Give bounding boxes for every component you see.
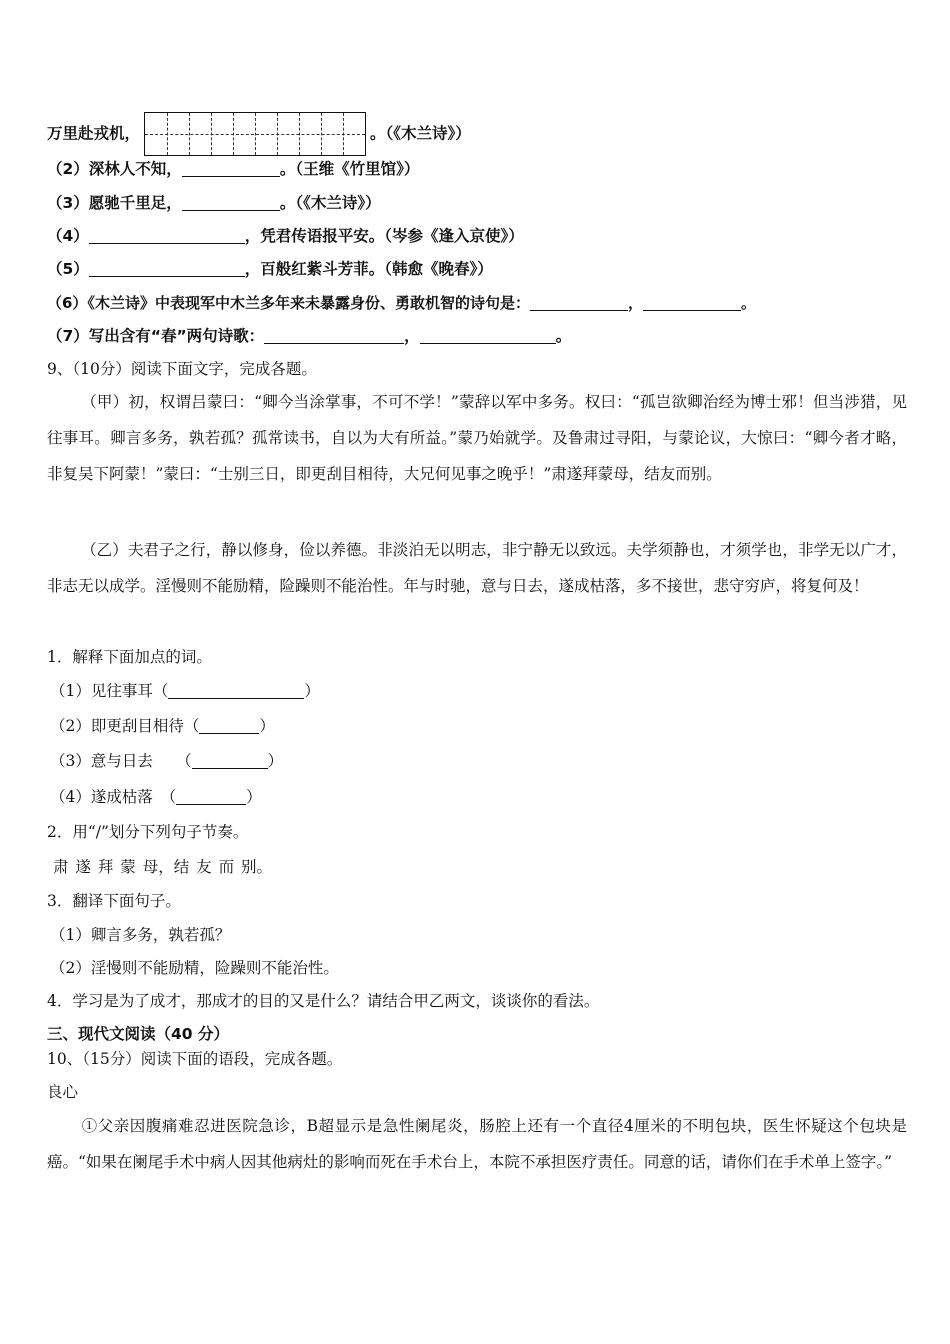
poem-q7 bbox=[47, 325, 571, 347]
q9-sub1-item-2 bbox=[50, 715, 275, 737]
q6-blank-1[interactable] bbox=[530, 294, 628, 311]
q9-sub1-blank-4[interactable] bbox=[176, 788, 246, 805]
q4-suffix: ，凭君传语报平安。（岑参《逢入京使》） bbox=[244, 227, 524, 245]
poem-q3 bbox=[47, 192, 381, 214]
q5-number: （5） bbox=[47, 260, 89, 278]
q10-header: 10、（15分）阅读下面的语段，完成各题。 bbox=[47, 1050, 343, 1068]
passage-paragraph-1 bbox=[47, 1108, 907, 1180]
q4-blank[interactable] bbox=[89, 227, 245, 244]
q6-text: 《木兰诗》中表现军中木兰多年来未暴露身份、勇敢机智的诗句是： bbox=[87, 294, 530, 312]
poem-line-1-suffix: 。（《木兰诗》） bbox=[370, 124, 471, 143]
q5-blank[interactable] bbox=[89, 260, 245, 277]
q2-suffix: 。（王维《竹里馆》） bbox=[279, 160, 420, 178]
q9-jia-text: （甲）初，权谓吕蒙曰：“卿今当涂掌事，不可不学！”蒙辞以军中多务。权曰：“孤岂欲卿治经为博士邪！但当涉猎，见往事耳。卿言多务，孰若孤？孤常读书，自以为大有所益。”蒙乃始就学。及鲁肃过寻阳，与蒙论议，大惊曰：“卿今者才略，非复吴下阿蒙！”蒙曰：“士别三日，即更刮目相待，大兄何见事之晚乎！”肃遂拜蒙母，结友而别。 bbox=[47, 393, 907, 483]
q9-sub1-item-1 bbox=[50, 680, 320, 702]
poem-q6 bbox=[47, 292, 756, 314]
q9-sub3-item-1: （1）卿言多务，孰若孤？ bbox=[50, 926, 231, 944]
item-text: （2）即更刮目相待（ bbox=[50, 717, 200, 735]
q6-blank-2[interactable] bbox=[643, 294, 741, 311]
passage-title: 良心 bbox=[47, 1083, 79, 1101]
poem-q5 bbox=[47, 258, 493, 280]
q9-sub1-blank-2[interactable] bbox=[199, 717, 259, 734]
poem-line-1 bbox=[47, 112, 471, 156]
q2-number: （2） bbox=[47, 160, 89, 178]
q7-number: （7） bbox=[47, 327, 89, 345]
q7-blank-2[interactable] bbox=[420, 327, 556, 344]
q9-sub2: 2．用“/”划分下列句子节奏。 bbox=[47, 823, 249, 841]
q2-blank[interactable] bbox=[182, 160, 280, 177]
q3-suffix: 。（《木兰诗》） bbox=[279, 194, 381, 212]
q9-sub3-item-2: （2）淫慢则不能励精，险躁则不能治性。 bbox=[50, 959, 339, 977]
q2-text: 深林人不知， bbox=[88, 160, 182, 178]
q9-sub1-blank-1[interactable] bbox=[168, 682, 304, 699]
poem-q2 bbox=[47, 158, 419, 180]
q6-number: （6） bbox=[47, 294, 88, 312]
passage-p1-text: ①父亲因腹痛难忍进医院急诊，B超显示是急性阑尾炎，肠腔上还有一个直径4厘米的不明包块，医生怀疑这个包块是癌。“如果在阑尾手术中病人因其他病灶的影响而死在手术台上，本院不承担医疗责任。同意的话，请你们在手术单上签字。” bbox=[47, 1117, 907, 1171]
q9-yi-text: （乙）夫君子之行，静以修身，俭以养德。非淡泊无以明志，非宁静无以致远。夫学须静也，才须学也，非学无以广才，非志无以成学。淫慢则不能励精，险躁则不能治性。年与时驰，意与日去，遂成枯落，多不接世，悲守穷庐，将复何及！ bbox=[47, 541, 907, 595]
q5-suffix: ，百般红紫斗芳菲。（韩愈《晚春》） bbox=[244, 260, 493, 278]
item-text: （3）意与日去 （ bbox=[50, 752, 192, 770]
q9-passage-yi bbox=[47, 532, 907, 604]
q3-number: （3） bbox=[47, 194, 89, 212]
q9-sub1: 1．解释下面加点的词。 bbox=[47, 648, 212, 666]
q9-sub3: 3．翻译下面句子。 bbox=[47, 892, 181, 910]
item-text: （1）见往事耳（ bbox=[50, 682, 169, 700]
item-close: ） bbox=[246, 788, 262, 806]
section-3-title: 三、现代文阅读（40 分） bbox=[47, 1025, 229, 1043]
q9-sub1-item-3 bbox=[50, 750, 283, 772]
item-close: ） bbox=[267, 752, 284, 770]
item-text: （4）遂成枯落 （ bbox=[50, 788, 177, 806]
q3-blank[interactable] bbox=[182, 194, 280, 211]
answer-grid[interactable] bbox=[144, 112, 366, 156]
item-close: ） bbox=[259, 717, 275, 735]
q9-sub4: 4．学习是为了成才，那成才的目的又是什么？请结合甲乙两文，谈谈你的看法。 bbox=[47, 992, 600, 1010]
q7-end: 。 bbox=[555, 327, 572, 345]
q6-end: 。 bbox=[740, 294, 756, 312]
q3-text: 愿驰千里足， bbox=[88, 194, 182, 212]
q9-passage-jia bbox=[47, 384, 907, 492]
q9-sub2-sentence: 肃 遂 拜 蒙 母，结 友 而 别。 bbox=[53, 858, 272, 876]
item-close: ） bbox=[304, 682, 320, 700]
q7-mid: ， bbox=[404, 327, 420, 345]
q4-number: （4） bbox=[47, 227, 89, 245]
q9-sub1-item-4 bbox=[50, 786, 262, 808]
q7-blank-1[interactable] bbox=[264, 327, 404, 344]
q9-sub1-blank-3[interactable] bbox=[192, 752, 268, 769]
q6-mid: ， bbox=[627, 294, 643, 312]
poem-q4 bbox=[47, 225, 524, 247]
q9-header: 9、（10分）阅读下面文字，完成各题。 bbox=[47, 360, 317, 378]
q7-text: 写出含有“春”两句诗歌： bbox=[88, 327, 265, 345]
poem-line-1-prefix: 万里赴戎机， bbox=[47, 124, 141, 143]
